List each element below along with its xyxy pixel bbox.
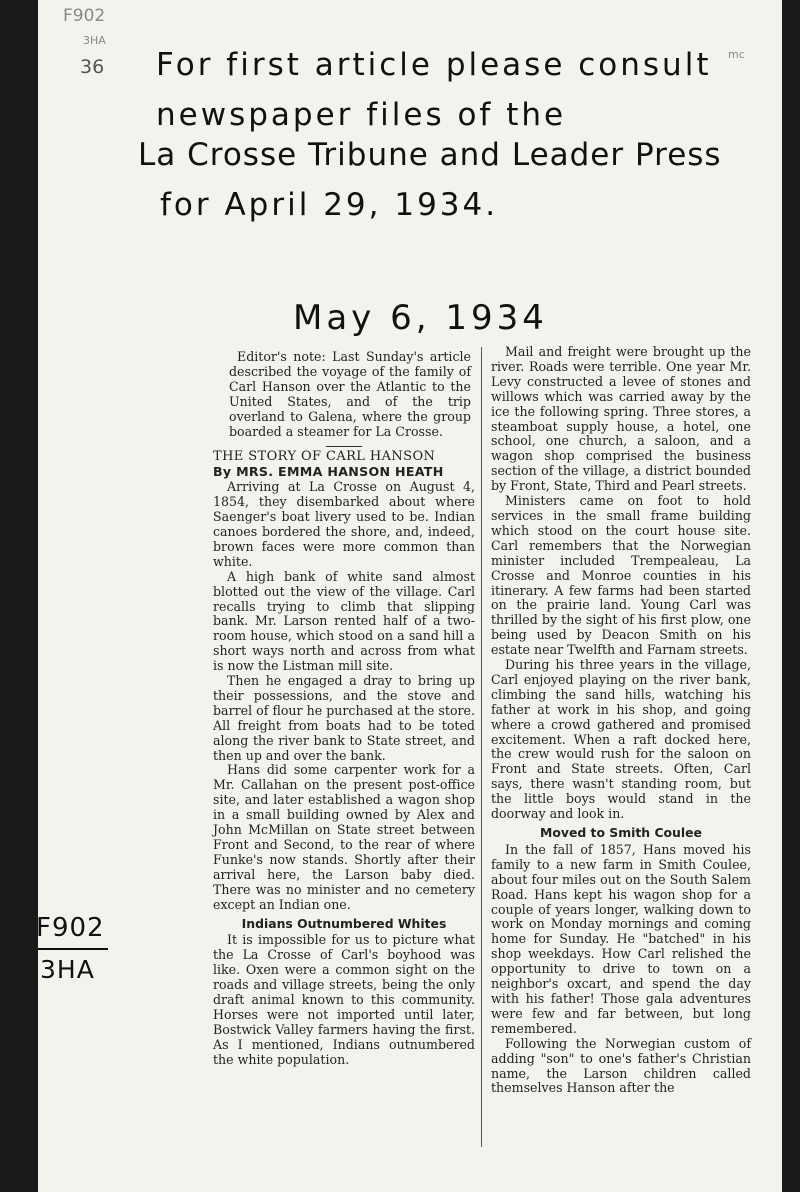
handwritten-line-3: La Crosse Tribune and Leader Press [138,137,722,173]
paragraph: In the fall of 1857, Hans moved his family to a new farm in Smith Coulee, about four miles out on the South Salem Road. Hans kept his wagon shop for a couple of years longer, walking down to work on Monday mornings and coming home for Sunday. He "batched" in his shop weekdays. How Carl relished the opportunity to drive to town on a neighbor's oxcart, and spend the day with his father! Those gala adventures were few and far between, but long remembered. [491,841,751,1036]
title-rule [326,446,362,447]
paragraph: Ministers came on foot to hold services in the small frame building which stood on the court house site. Carl remembers that the Norwegian minister included Trempealeau, La Crosse and Monroe counties in his itinerary. A few farms had been started on the prairie land. Young Carl was thrilled by the sight of his first plow, one being used by Deacon Smith on his estate near Twelfth and Farnam streets. [491,493,751,658]
left-column [213,345,475,1068]
handwritten-line-2: newspaper files of the [156,97,567,133]
margin-underline [38,948,108,950]
handwritten-date: May 6, 1934 [293,298,548,338]
paragraph: A high bank of white sand almost blotted out the view of the village. Carl recalls trying to climb that slipping bank. Mr. Larson rented half of a two-room house, which stood on a sand hill a short ways north and across from what is now the Listman mill site. [213,568,475,674]
paragraph: During his three years in the village, Carl enjoyed playing on the river bank, climbing the sand hills, watching his father at work in his shop, and going where a crowd gathered and promised excitement. When a raft docked here, the crew would rush for the saloon on Front and State streets. Often, Carl says, there wasn't standing room, but the little boys would stand in the doorway and look in. [491,657,751,822]
document-page [38,0,782,1192]
byline: By MRS. EMMA HANSON HEATH [213,464,444,480]
subhead-smith-coulee: Moved to Smith Coulee [540,825,702,840]
story-title: THE STORY OF CARL HANSON [213,449,436,465]
right-column [491,345,751,1096]
newspaper-clipping [213,345,758,1155]
corner-sub: 3HA [83,34,106,47]
margin-code: F902 [36,913,105,943]
paragraph: Then he engaged a dray to bring up their possessions, and the stove and barrel of flour he purchased at the store. All freight from boats had to be toted along the river bank to State street, and then up and over the bank. [213,673,475,763]
handwritten-line-1: For first article please consult [156,47,712,83]
paragraph: It is impossible for us to picture what the La Crosse of Carl's boyhood was like. Oxen were a common sight on the roads and village streets, being the only draft animal known to this community. Horses were not imported until later, Bostwick Valley farmers having the first. As I mentioned, Indians outnumbered the white population. [213,932,475,1067]
paragraph: Hans did some carpenter work for a Mr. Callahan on the present post-office site, and later established a wagon shop in a small building owned by Alex and John McMillan on State street between Front and Second, to the rear of where Funke's now stands. Shortly after their arrival here, the Larson baby died. There was no minister and no cemetery except an Indian one. [213,762,475,912]
paragraph: Arriving at La Crosse on August 4, 1854, they disembarked about where Saenger's boat livery used to be. Indian canoes bordered the shore, and, indeed, brown faces were more common than white. [213,479,475,569]
editors-note-text: Editor's note: Last Sunday's article described the voyage of the family of Carl Hanson over the Atlantic to the United States, and of the trip overland to Galena, where the group boarded a steamer for La Crosse. [229,349,471,439]
corner-page-number: 36 [80,56,105,78]
column-divider [481,347,482,1147]
margin-sub-code: 3HA [40,955,95,984]
handwritten-line-4: for April 29, 1934. [160,187,499,223]
editors-note [229,350,471,439]
corner-code: F902 [63,6,106,26]
paragraph: Following the Norwegian custom of adding "son" to one's father's Christian name, the Larson children called themselves Hanson after the [491,1035,751,1096]
corner-right-mark: mc [728,48,745,61]
paragraph: Mail and freight were brought up the river. Roads were terrible. One year Mr. Levy constructed a levee of stones and willows which was carried away by the ice the following spring. Three stores, a steamboat supply house, a hotel, one school, one church, a saloon, and a wagon shop comprised the business section of the village, a district bounded by Front, State, Third and Pearl streets. [491,344,751,494]
subhead-indians: Indians Outnumbered Whites [241,915,447,931]
